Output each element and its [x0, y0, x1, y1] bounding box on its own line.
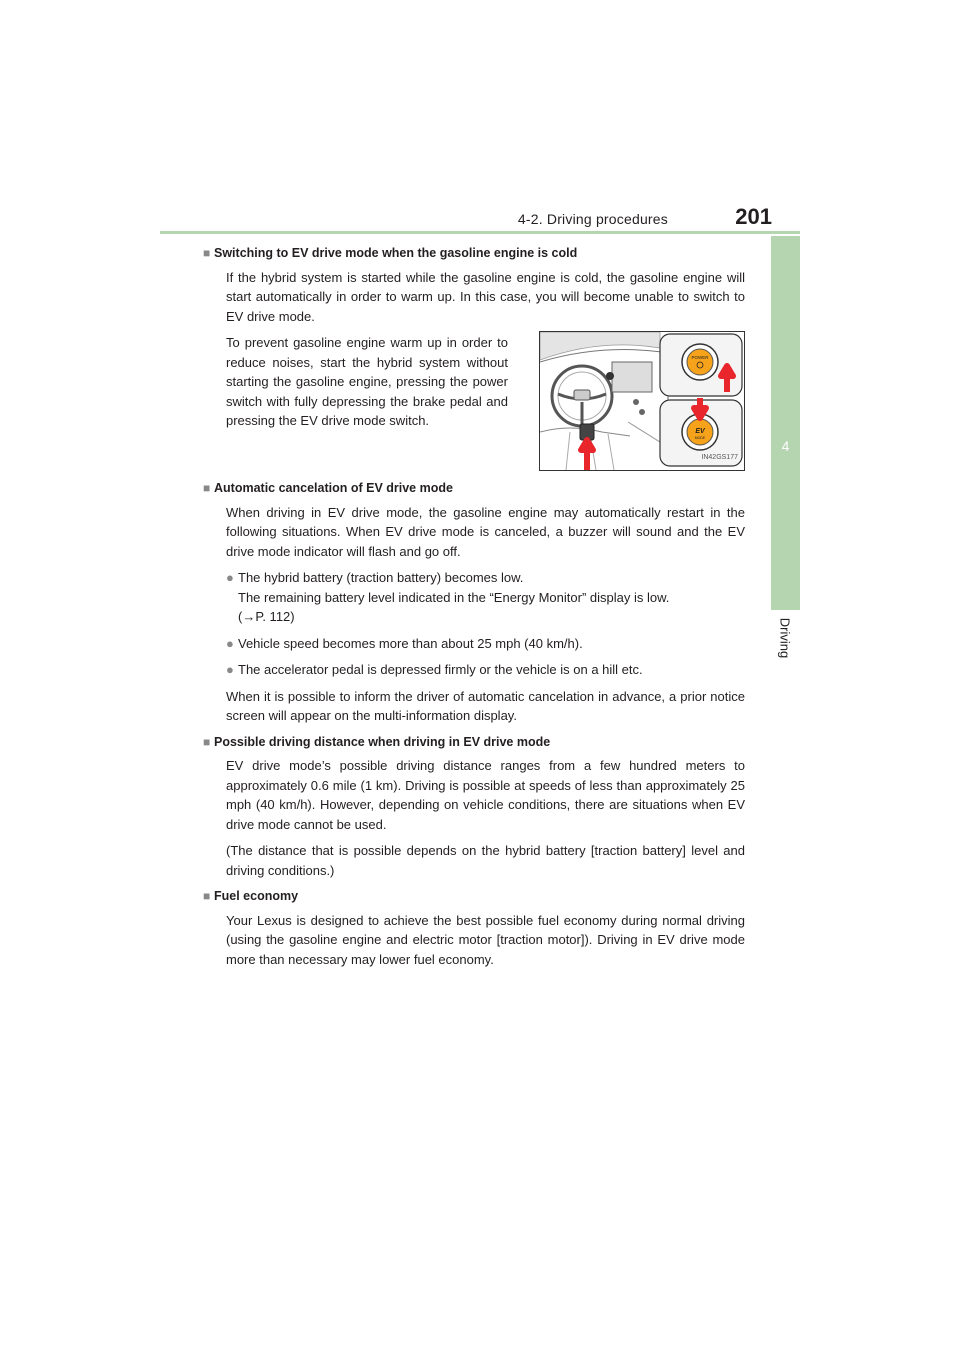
paragraph: If the hybrid system is started while the gasoline engine is cold, the gasoline engine will start automatically in order to warm up. In this case, you will become unable to switch to EV drive mode. [226, 269, 745, 324]
page-reference: (→P. 112) [238, 609, 295, 624]
bullet-item [226, 660, 745, 680]
heading-text: Possible driving distance when driving in EV drive mode [214, 734, 551, 749]
bullet-item [226, 634, 745, 654]
page-header [160, 202, 800, 234]
bullet-text: The hybrid battery (traction battery) becomes low. [238, 570, 524, 585]
section-title: 4-2. Driving procedures [517, 211, 668, 227]
heading-text: Automatic cancelation of EV drive mode [214, 481, 453, 495]
bullet-text: The remaining battery level indicated in the “Energy Monitor” display is low. [238, 589, 670, 605]
paragraph: To prevent gasoline engine warm up in order to reduce noises, start the hybrid system without starting the gasoline engine, pressing the power switch with fully depressing the brake pedal and pressing the EV drive mode switch. [226, 335, 508, 428]
bullet-icon: ● [226, 662, 234, 677]
section-heading [203, 887, 745, 907]
heading-square-icon: ■ [203, 481, 211, 495]
paragraph: When driving in EV drive mode, the gasoline engine may automatically restart in the following situations. When EV drive mode is canceled, a buzzer will sound and the EV drive mode indicator will flash and go off. [226, 504, 745, 559]
heading-text: Fuel economy [214, 889, 299, 903]
bullet-icon: ● [226, 635, 234, 651]
section-heading [203, 244, 745, 264]
section-heading [203, 479, 745, 499]
dashboard-illustration [539, 331, 745, 471]
page-number: 201 [735, 204, 772, 229]
bullet-item [226, 568, 745, 627]
text-with-figure [226, 333, 745, 471]
power-button-label: POWER [691, 355, 709, 360]
heading-text: Switching to EV drive mode when the gasoline engine is cold [214, 246, 578, 260]
heading-square-icon: ■ [203, 889, 211, 903]
paragraph: When it is possible to inform the driver of automatic cancelation in advance, a prior notice screen will appear on the multi-information display. [226, 688, 745, 723]
heading-square-icon: ■ [203, 246, 211, 260]
mode-button-label: MODE [694, 436, 706, 440]
figure-caption: IN42GS177 [701, 453, 738, 461]
bullet-text: Vehicle speed becomes more than about 25 mph (40 km/h). [238, 635, 583, 651]
section-heading [203, 733, 745, 753]
ev-button-label: EV [695, 428, 705, 435]
paragraph: EV drive mode’s possible driving distance ranges from a few hundred meters to approximately 0.6 mile (1 km). Driving is possible at speeds of less than approximately 25 mph (40 km/h). However, depending on vehicle conditions, there are situations when EV drive mode cannot be used. [226, 758, 745, 832]
chapter-label: Driving [777, 617, 793, 659]
paragraph: Your Lexus is designed to achieve the best possible fuel economy during normal driving (using the gasoline engine and electric motor [traction motor]). Driving in EV drive mode more than necessary may lower fuel economy. [226, 912, 745, 967]
paragraph: (The distance that is possible depends on the hybrid battery [traction battery] level and driving conditions.) [226, 843, 745, 878]
bullet-text: The accelerator pedal is depressed firmly or the vehicle is on a hill etc. [238, 662, 643, 677]
header-rule [160, 231, 800, 234]
chapter-tab [771, 236, 800, 610]
chapter-number: 4 [781, 438, 790, 454]
bullet-icon: ● [226, 570, 234, 585]
page-content [203, 244, 745, 976]
heading-square-icon: ■ [203, 734, 211, 749]
